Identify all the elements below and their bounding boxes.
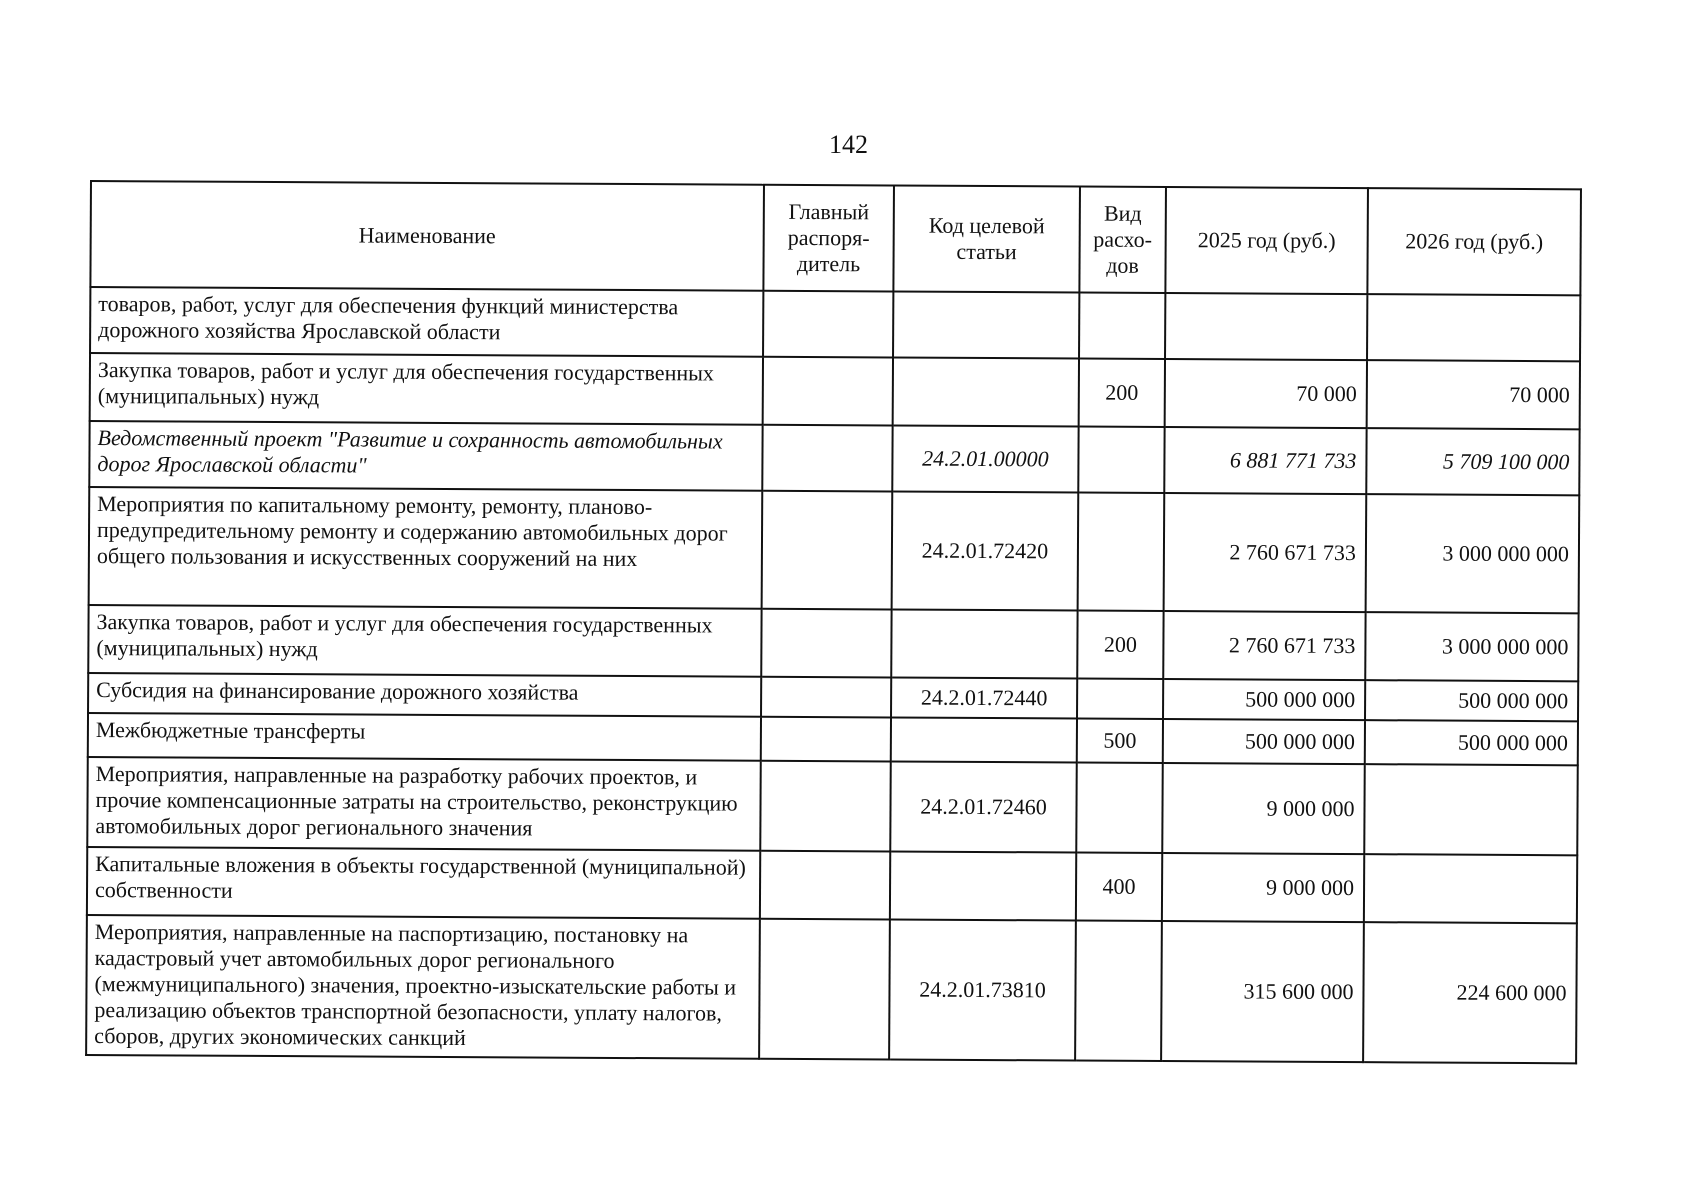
row-target-code: 24.2.01.72440 xyxy=(891,677,1077,718)
row-name: Закупка товаров, работ и услуг для обеспечения государственных (муниципальных) нужд xyxy=(90,353,763,425)
row-expense-type: 200 xyxy=(1077,611,1163,679)
row-year-2026: 500 000 000 xyxy=(1365,680,1578,721)
row-target-code xyxy=(891,717,1077,762)
row-main-manager xyxy=(760,851,890,920)
row-expense-type xyxy=(1078,493,1165,611)
row-year-2025: 500 000 000 xyxy=(1163,679,1365,720)
row-year-2026: 5 709 100 000 xyxy=(1366,428,1579,495)
table-row xyxy=(88,605,1578,681)
row-main-manager xyxy=(760,761,891,852)
row-year-2026 xyxy=(1367,294,1580,361)
header-expense-type: Вид расхо-дов xyxy=(1079,187,1166,293)
row-target-code: 24.2.01.00000 xyxy=(892,425,1078,492)
row-name: Субсидия на финансирование дорожного хозяйства xyxy=(88,673,761,717)
row-year-2026 xyxy=(1364,854,1577,923)
row-year-2026 xyxy=(1364,764,1577,855)
row-year-2025: 70 000 xyxy=(1165,359,1367,428)
row-year-2026: 3 000 000 000 xyxy=(1365,612,1578,681)
row-year-2026: 3 000 000 000 xyxy=(1366,494,1580,613)
row-year-2025: 500 000 000 xyxy=(1163,719,1365,764)
row-target-code: 24.2.01.72420 xyxy=(892,491,1079,610)
row-expense-type xyxy=(1076,763,1163,853)
row-target-code: 24.2.01.72460 xyxy=(890,761,1076,852)
header-main-manager: Главный распоря-дитель xyxy=(763,185,894,292)
row-main-manager xyxy=(762,425,892,492)
table-row xyxy=(90,287,1580,361)
header-year-2026: 2026 год (руб.) xyxy=(1367,188,1581,295)
header-year-2025: 2025 год (руб.) xyxy=(1165,187,1368,294)
row-name: Закупка товаров, работ и услуг для обеспечения государственных (муниципальных) нужд xyxy=(88,605,761,677)
table-row xyxy=(89,487,1580,613)
row-year-2025: 6 881 771 733 xyxy=(1164,427,1366,494)
row-expense-type: 400 xyxy=(1076,853,1162,921)
row-year-2025 xyxy=(1165,293,1367,360)
row-year-2026: 70 000 xyxy=(1367,360,1580,429)
row-year-2026: 500 000 000 xyxy=(1365,720,1578,765)
table-row xyxy=(89,421,1579,495)
row-expense-type: 200 xyxy=(1079,359,1165,427)
budget-table-container xyxy=(85,180,1580,1064)
row-main-manager xyxy=(763,291,893,358)
table-header-row xyxy=(90,181,1581,295)
row-target-code xyxy=(891,609,1077,678)
row-year-2026: 224 600 000 xyxy=(1363,922,1577,1063)
row-expense-type xyxy=(1077,679,1163,719)
row-main-manager xyxy=(759,919,890,1060)
row-main-manager xyxy=(761,609,891,678)
page-number: 142 xyxy=(829,130,868,159)
table-row xyxy=(87,757,1577,855)
row-year-2025: 9 000 000 xyxy=(1162,763,1364,854)
row-expense-type xyxy=(1079,293,1165,359)
row-expense-type xyxy=(1078,427,1164,493)
table-row xyxy=(90,353,1580,429)
row-year-2025: 9 000 000 xyxy=(1162,853,1364,922)
row-target-code: 24.2.01.73810 xyxy=(889,919,1076,1060)
row-expense-type xyxy=(1075,921,1162,1061)
row-main-manager xyxy=(761,677,891,718)
row-main-manager xyxy=(761,717,891,762)
row-main-manager xyxy=(763,357,893,426)
header-name: Наименование xyxy=(90,181,764,291)
row-name: Ведомственный проект "Развитие и сохранность автомобильных дорог Ярославской области" xyxy=(89,421,762,491)
table-row xyxy=(87,847,1577,923)
row-name: Мероприятия, направленные на паспортизацию, постановку на кадастровый учет автомобильных дорог регионального (межмуниципального) значения, проектно-изыскательские работы и реализацию объектов транспортной безопасности, уплату налогов, сборов, других экономических санкций xyxy=(86,915,760,1059)
budget-table xyxy=(85,180,1582,1064)
row-target-code xyxy=(893,291,1079,358)
row-year-2025: 2 760 671 733 xyxy=(1164,493,1367,612)
row-name: товаров, работ, услуг для обеспечения функций министерства дорожного хозяйства Ярославской области xyxy=(90,287,763,357)
table-row xyxy=(86,915,1577,1063)
row-year-2025: 2 760 671 733 xyxy=(1163,611,1365,680)
row-expense-type: 500 xyxy=(1077,719,1163,763)
row-target-code xyxy=(890,851,1076,920)
row-target-code xyxy=(893,357,1079,426)
row-name: Межбюджетные трансферты xyxy=(88,713,761,761)
row-year-2025: 315 600 000 xyxy=(1161,921,1364,1062)
header-target-code: Код целевой статьи xyxy=(893,185,1080,292)
row-name: Мероприятия по капитальному ремонту, ремонту, планово-предупредительному ремонту и содержанию автомобильных дорог общего пользования и искусственных сооружений на них xyxy=(89,487,763,609)
row-name: Капитальные вложения в объекты государственной (муниципальной) собственности xyxy=(87,847,760,919)
row-main-manager xyxy=(762,491,893,610)
row-name: Мероприятия, направленные на разработку рабочих проектов, и прочие компенсационные затраты на строительство, реконструкцию автомобильных дорог регионального значения xyxy=(87,757,760,851)
